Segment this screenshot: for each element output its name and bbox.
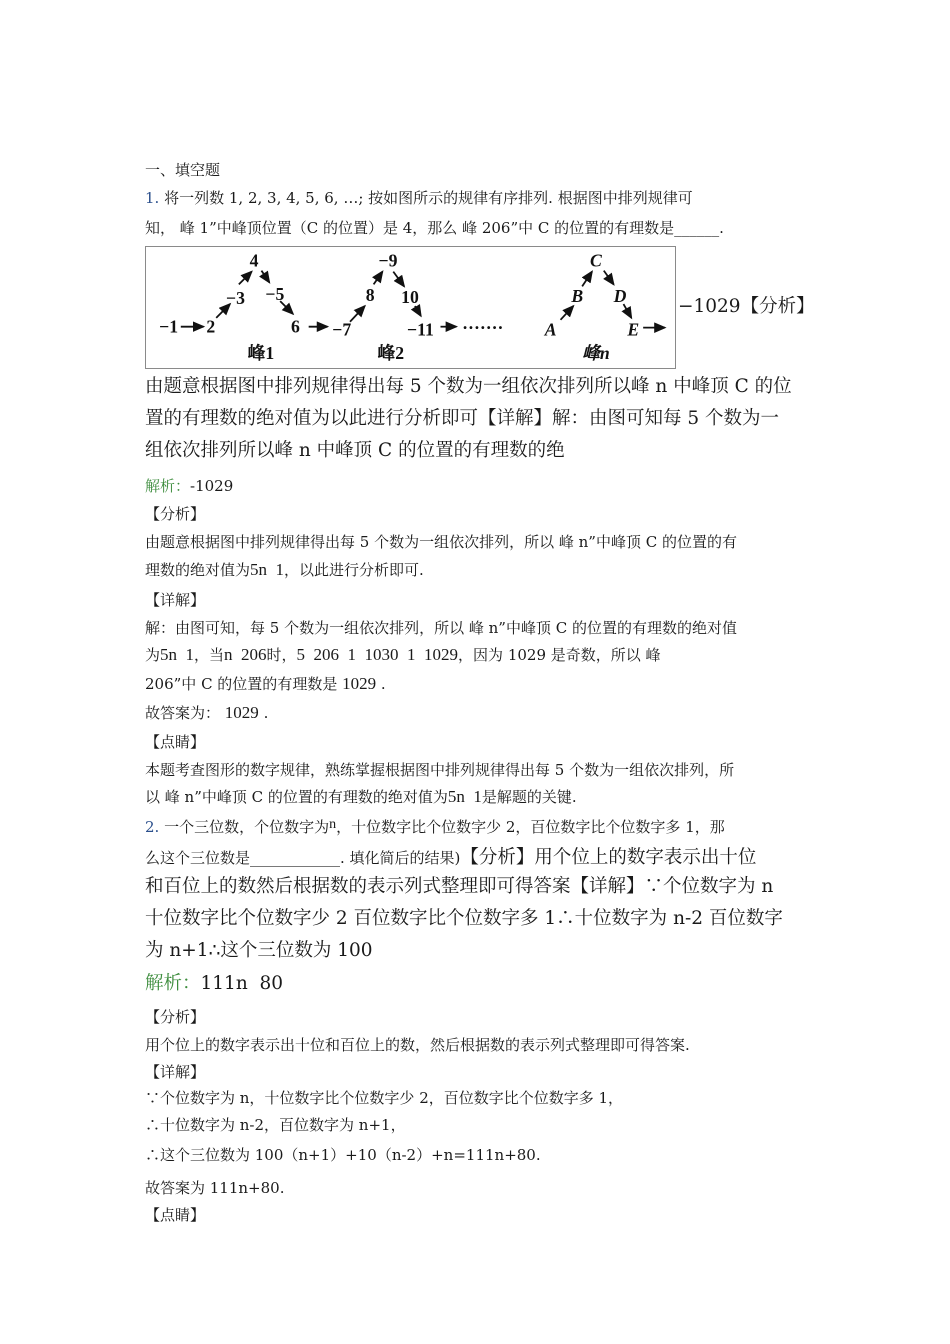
math-expression: 5n 1 [447, 787, 482, 806]
fenxi-line-2 [145, 560, 424, 580]
answer-2: 故答案为 111n+80. [145, 1179, 285, 1197]
peakn-a-label: A [544, 319, 557, 340]
arrow-3 [239, 272, 252, 285]
arrow-9 [393, 272, 404, 287]
q2-text: 么这个三位数是____________. 填化简后的结果) [145, 849, 461, 867]
arrow-10 [415, 306, 421, 316]
question-1-line-2: 知， 峰 1”中峰顶位置（C 的位置）是 4，那么 峰 206”中 C 的位置的有理数是______. [145, 219, 724, 237]
peakn-d-label: D [613, 286, 627, 307]
dianjing-heading: 【点睛】 [145, 733, 206, 751]
fenxi-text: ，以此进行分析即可. [284, 561, 424, 579]
peakn-c-label: C [590, 250, 602, 271]
peak1-end-value: 6 [290, 316, 300, 337]
answer-line-1 [145, 703, 268, 723]
peak1-label: 峰1 [247, 343, 275, 364]
peak-pattern-figure [145, 246, 676, 369]
peak1-start-value: −1 [159, 316, 179, 337]
q2-overflow-line-3: 为 n+1∴这个三位数为 100 [145, 940, 373, 961]
question-1-number: 1. [145, 189, 160, 207]
fenxi-text: 理数的绝对值为 [145, 561, 251, 579]
xiangjie-2-line-1: ∵个位数字为 n，十位数字比个位数字少 2，百位数字比个位数字多 1， [145, 1089, 624, 1107]
xiangjie-line-3 [145, 674, 386, 694]
xj-text: 时， [266, 646, 297, 664]
arrow-14 [604, 271, 614, 285]
xiangjie-line-2 [145, 645, 661, 665]
peak2-top-value: −9 [378, 250, 398, 271]
xiangjie-heading-2: 【详解】 [145, 1063, 206, 1081]
peak2-label: 峰2 [377, 343, 405, 364]
peakn-b-label: B [571, 286, 584, 307]
xiangjie-heading: 【详解】 [145, 591, 206, 609]
q2-text: 一个三位数，个位数字为 [164, 818, 330, 836]
question-2-line-2 [145, 845, 756, 871]
arrow-15 [623, 304, 631, 318]
q2-overflow-text: 【分析】用个位上的数字表示出十位 [460, 847, 757, 868]
peakn-label: 峰n [582, 343, 610, 364]
jiexi-label: 解析： [145, 973, 201, 994]
jiexi-label: 解析： [145, 477, 191, 495]
answer-label: 故答案为： [145, 704, 221, 722]
dj-text: 以 峰 n”中峰顶 C 的位置的有理数的绝对值为 [145, 788, 448, 806]
math-expression: 5 206 1 1030 1 1029 [296, 645, 459, 664]
fenxi-2-line-1: 用个位上的数字表示出十位和百位上的数，然后根据数的表示列式整理即可得答案. [145, 1036, 690, 1054]
peak1-up-value: −3 [226, 288, 245, 309]
jiexi-value: -1029 [190, 477, 234, 495]
math-expression: n 206 [224, 645, 267, 664]
math-expression: 5n 1 [250, 560, 285, 579]
jiexi-value: 111n 80 [200, 973, 284, 994]
arrow-12 [561, 306, 574, 320]
arrow-7 [350, 306, 365, 322]
overflow-line-1: 由题意根据图中排列规律得出每 5 个数为一组依次排列所以峰 n 中峰顶 C 的位 [145, 376, 792, 397]
xiangjie-2-line-2: ∴十位数字为 n-2，百位数字为 n+1， [145, 1116, 406, 1134]
peak2-end-value: −11 [407, 319, 434, 340]
answer-end: . [263, 704, 269, 722]
dianjing-line-2 [145, 787, 577, 807]
peakn-e-label: E [627, 319, 640, 340]
solution-1-jiexi [145, 476, 233, 496]
dianjing-heading-2: 【点睛】 [145, 1206, 206, 1224]
arrow-8 [374, 272, 383, 285]
math-expression: 5n 1 [160, 645, 195, 664]
xiangjie-2-line-3: ∴这个三位数为 100（n+1）+10（n-2）+n=111n+80. [145, 1146, 541, 1164]
arrow-13 [582, 272, 592, 287]
peak1-left-value: 2 [206, 316, 216, 337]
dianjing-line-1: 本题考查图形的数字规律，熟练掌握根据图中排列规律得出每 5 个数为一组依次排列，所 [145, 761, 735, 779]
overflow-line-3: 组依次排列所以峰 n 中峰顶 C 的位置的有理数的绝 [145, 440, 565, 461]
question-1-line-1 [145, 188, 693, 208]
section-title: 一、填空题 [145, 161, 221, 179]
peak-pattern-diagram [146, 247, 675, 368]
math-expression: 1029 [342, 674, 377, 693]
answer-value: 1029 [224, 703, 259, 722]
xj-text: . [380, 675, 386, 693]
dots: ······· [462, 317, 504, 338]
q2-text: ，十位数字比个位数字少 2，百位数字比个位数字多 1，那 [336, 818, 725, 836]
overflow-line-2: 置的有理数的绝对值为以此进行分析即可【详解】解：由图可知每 5 个数为一 [145, 408, 780, 429]
question-2-number: 2. [145, 818, 160, 836]
xiangjie-line-1: 解：由图可知，每 5 个数为一组依次排列，所以 峰 n”中峰顶 C 的位置的有理数的绝对值 [145, 619, 737, 637]
q2-overflow-line-1: 和百位上的数然后根据数的表示列式整理即可得答案【详解】∵个位数字为 n [145, 876, 774, 897]
arrow-4 [261, 271, 269, 283]
question-2-line-1 [145, 815, 725, 837]
fenxi-line-1: 由题意根据图中排列规律得出每 5 个数为一组依次排列，所以 峰 n”中峰顶 C 的位置的有 [145, 533, 737, 551]
peak2-up-value: 8 [365, 285, 375, 306]
xj-text: 为 [145, 646, 161, 664]
xj-text: ，当 [194, 646, 225, 664]
q2-overflow-line-2: 十位数字比个位数字少 2 百位数字比个位数字多 1∴十位数字为 n-2 百位数字 [145, 908, 783, 929]
xj-text: 206”中 C 的位置的有理数是 [145, 675, 338, 693]
peak2-start-value: −7 [332, 319, 352, 340]
peak1-top-value: 4 [249, 250, 259, 271]
question-1-text-1: 将一列数 1, 2, 3, 4, 5, 6, …; 按如图所示的规律有序排列. 根据图中排列规律可 [164, 189, 693, 207]
dj-text: 是解题的关键. [481, 788, 577, 806]
math-variable: n [329, 817, 337, 832]
peak1-down-value: −5 [265, 284, 285, 305]
fenxi-heading-2: 【分析】 [145, 1008, 206, 1026]
xj-text: ，因为 1029 是奇数，所以 峰 [458, 646, 661, 664]
solution-2-jiexi [145, 971, 283, 997]
peak2-down-value: 10 [401, 287, 419, 308]
figure-side-text: −1029【分析】 [678, 296, 815, 317]
arrow-2 [216, 304, 230, 318]
arrow-5 [280, 301, 293, 314]
fenxi-heading: 【分析】 [145, 505, 206, 523]
